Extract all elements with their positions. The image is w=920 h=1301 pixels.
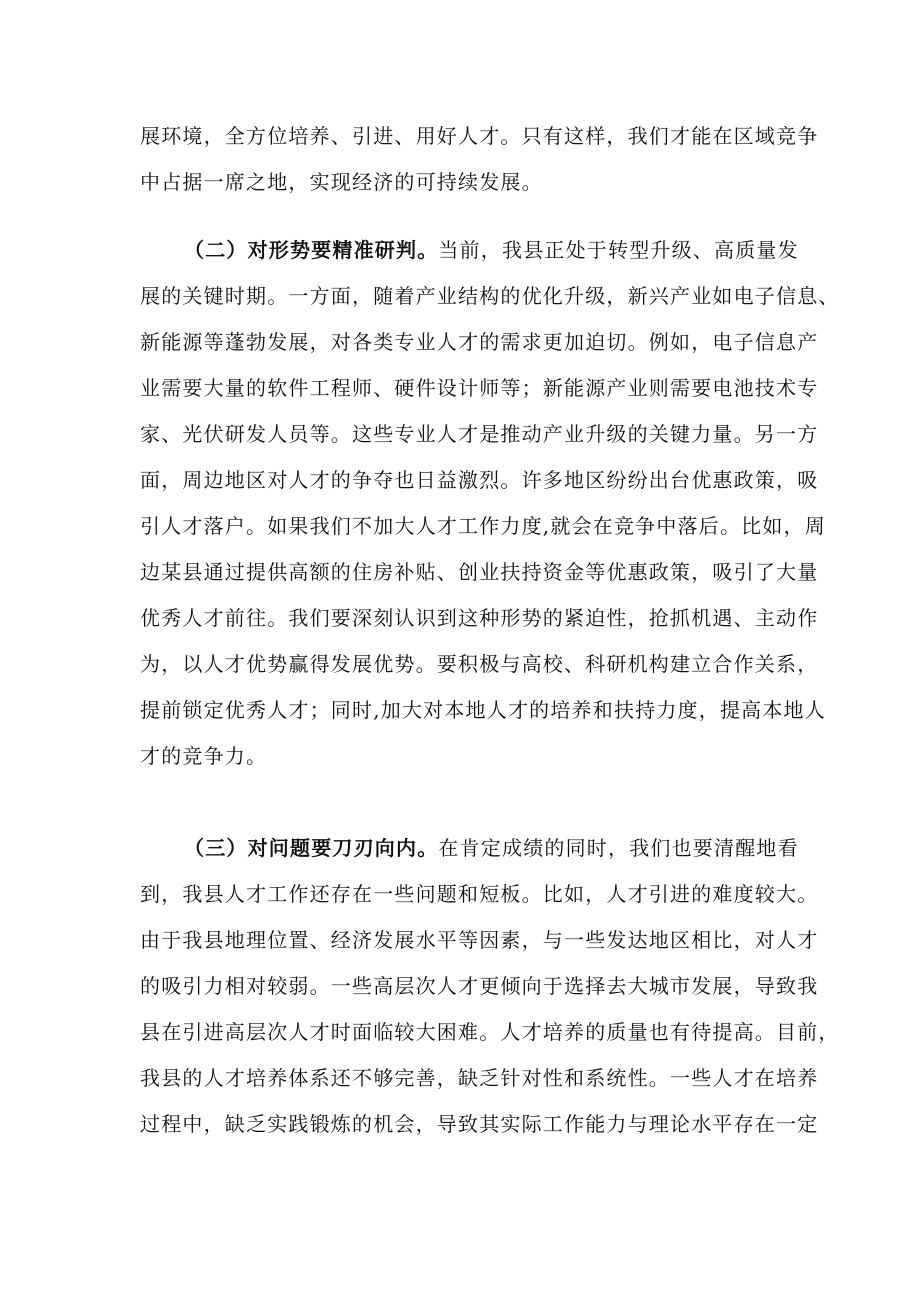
- text-line: 中占据一席之地，实现经济的可持续发展。: [140, 170, 543, 194]
- heading-line-rest: 当前，我县正处于转型升级、高质量发: [438, 238, 799, 262]
- text-line: 优秀人才前往。我们要深刻认识到这种形势的紧迫性，抢抓机遇、主动作: [140, 606, 819, 630]
- paragraph-problems: [140, 825, 840, 1147]
- text-line: 提前锁定优秀人才；同时,加大对本地人才的培养和扶持力度，提高本地人: [140, 698, 826, 722]
- text-line: 的吸引力相对较弱。一些高层次人才更倾向于选择去大城市发展，导致我: [140, 974, 819, 998]
- heading-line-rest: 在肯定成绩的同时，我们也要清醒地看: [438, 836, 799, 860]
- text-line: 才的竞争力。: [140, 744, 268, 768]
- text-line: 为，以人才优势赢得发展优势。要积极与高校、科研机构建立合作关系，: [140, 652, 819, 676]
- text-line: 我县的人才培养体系还不够完善，缺乏针对性和系统性。一些人才在培养: [140, 1066, 819, 1090]
- text-line: [140, 825, 799, 871]
- text-line: 边某县通过提供高额的住房补贴、创业扶持资金等优惠政策，吸引了大量: [140, 560, 819, 584]
- text-line: 县在引进高层次人才时面临较大困难。人才培养的质量也有待提高。目前，: [140, 1020, 840, 1044]
- text-line: 引人才落户。如果我们不加大人才工作力度,就会在竞争中落后。比如，周: [140, 514, 826, 538]
- text-line: 家、光伏研发人员等。这些专业人才是推动产业升级的关键力量。另一方: [140, 422, 819, 446]
- text-line: 展的关键时期。一方面，随着产业结构的优化升级，新兴产业如电子信息、: [140, 284, 840, 308]
- text-line: 过程中，缺乏实践锻炼的机会，导致其实际工作能力与理论水平存在一定: [140, 1112, 819, 1136]
- text-line: 展环境，全方位培养、引进、用好人才。只有这样，我们才能在区域竞争: [140, 124, 819, 148]
- text-line: 到，我县人才工作还存在一些问题和短板。比如，人才引进的难度较大。: [140, 882, 819, 906]
- text-line: 业需要大量的软件工程师、硬件设计师等；新能源产业则需要电池技术专: [140, 376, 819, 400]
- text-line: 新能源等蓬勃发展，对各类专业人才的需求更加迫切。例如，电子信息产: [140, 330, 819, 354]
- text-line: 面，周边地区对人才的争夺也日益激烈。许多地区纷纷出台优惠政策，吸: [140, 468, 819, 492]
- section-heading: （二）对形势要精准研判。: [184, 238, 439, 262]
- paragraph-continuation: [140, 113, 819, 205]
- text-line: 由于我县地理位置、经济发展水平等因素，与一些发达地区相比，对人才: [140, 928, 819, 952]
- paragraph-situation: [140, 227, 840, 779]
- text-line: [140, 227, 799, 273]
- section-heading: （三）对问题要刀刃向内。: [184, 836, 439, 860]
